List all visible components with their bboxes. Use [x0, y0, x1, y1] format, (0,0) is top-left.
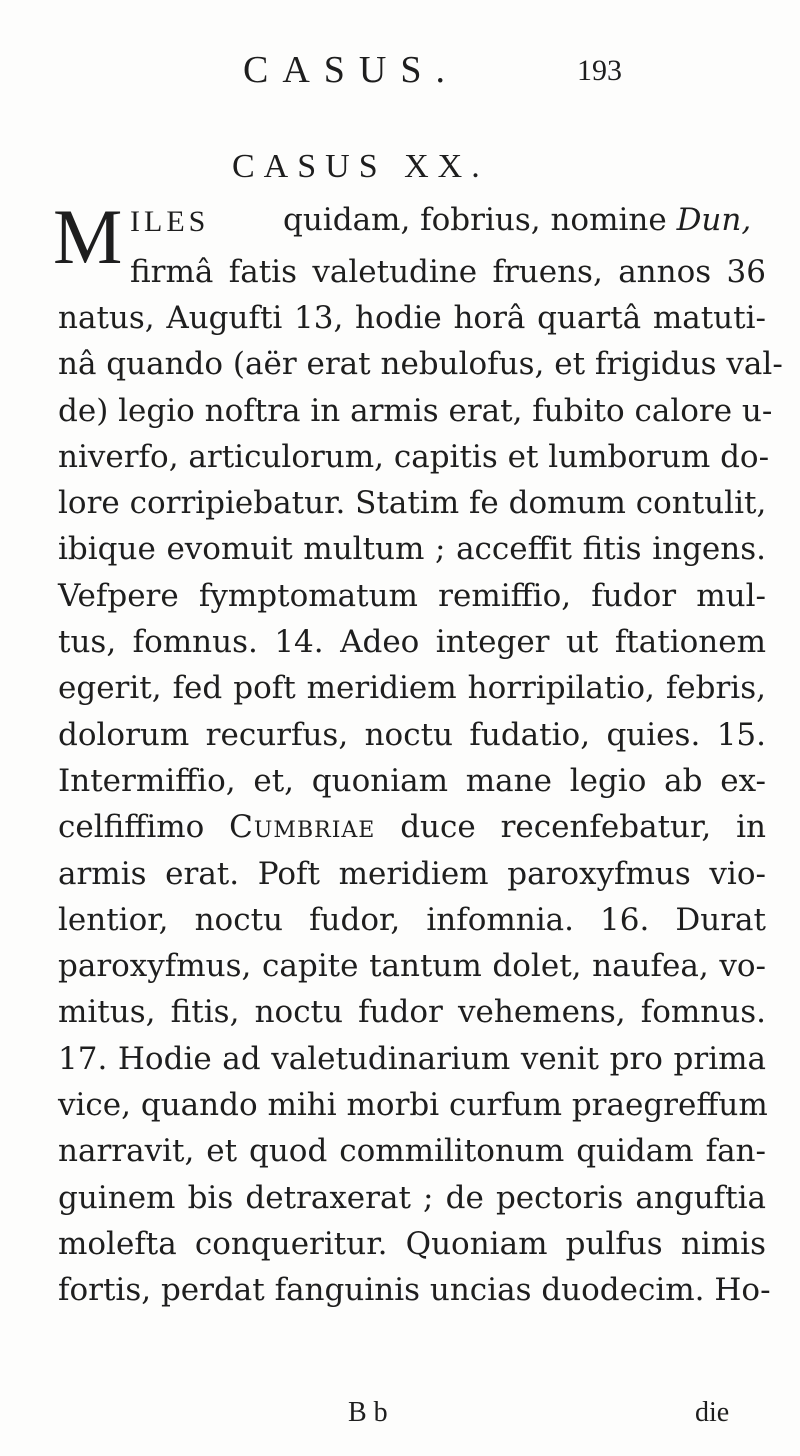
text-line: natus, Augufti 13, hodie horâ quartâ matuti-	[58, 300, 766, 336]
text-line-cumbriae	[58, 804, 766, 850]
first-line-text: quidam, fobrius, nomine	[283, 202, 667, 238]
cumbriae-after: duce recenfebatur, in	[400, 809, 767, 846]
text-line: lentior, noctu fudor, infomnia. 16. Durat	[58, 901, 766, 938]
patient-name: Dun,	[676, 202, 752, 238]
text-line: 17. Hodie ad valetudinarium venit pro prima	[58, 1040, 766, 1077]
text-line: narravit, et quod commilitonum quidam fan-	[58, 1133, 766, 1170]
text-line: Intermiffio, et, quoniam mane legio ab ex-	[58, 762, 766, 799]
cumbriae-name: Cumbriae	[229, 809, 376, 846]
text-line: mitus, fitis, noctu fudor vehemens, fomnus.	[58, 994, 766, 1031]
case-heading: CASUS XX.	[232, 148, 489, 185]
first-word-rest: ILES	[130, 205, 210, 238]
page-number: 193	[577, 54, 622, 87]
text-line: ibique evomuit multum ; acceffit fitis ingens.	[58, 531, 766, 568]
catchword: die	[695, 1397, 730, 1428]
text-line: armis erat. Poft meridiem paroxyfmus vio-	[58, 855, 766, 892]
text-line: Vefpere fymptomatum remiffio, fudor mul-	[58, 577, 766, 614]
case-text	[58, 295, 783, 1314]
first-line-rest	[283, 202, 751, 238]
running-head	[0, 40, 800, 90]
running-title: CASUS.	[243, 49, 459, 91]
text-line: dolorum recurfus, noctu fudatio, quies. 15.	[58, 716, 766, 753]
text-line: firmâ fatis valetudine fruens, annos 36	[130, 254, 766, 290]
text-line: de) legio noftra in armis erat, fubito calore u-	[58, 392, 773, 429]
case-text-continued-first	[130, 249, 766, 295]
text-line: paroxyfmus, capite tantum dolet, naufea, vo-	[58, 948, 766, 985]
text-line: vice, quando mihi morbi curfum praegreffum	[58, 1087, 768, 1124]
text-line: tus, fomnus. 14. Adeo integer ut ftationem	[58, 624, 766, 661]
signature-mark: B b	[348, 1397, 388, 1428]
text-line: nâ quando (aër erat nebulofus, et frigidus val-	[58, 346, 783, 383]
drop-cap: M	[53, 193, 123, 280]
cumbriae-before: celfiffimo	[58, 809, 205, 846]
text-line: guinem bis detraxerat ; de pectoris anguftia	[58, 1179, 766, 1216]
text-line: niverfo, articulorum, capitis et lumborum do-	[58, 438, 770, 475]
text-line: egerit, fed poft meridiem horripilatio, febris,	[58, 670, 766, 707]
text-line: lore corripiebatur. Statim fe domum contulit,	[58, 485, 767, 522]
text-line: fortis, perdat fanguinis uncias duodecim. Ho-	[58, 1272, 771, 1309]
text-line: molefta conqueritur. Quoniam pulfus nimis	[58, 1225, 766, 1262]
